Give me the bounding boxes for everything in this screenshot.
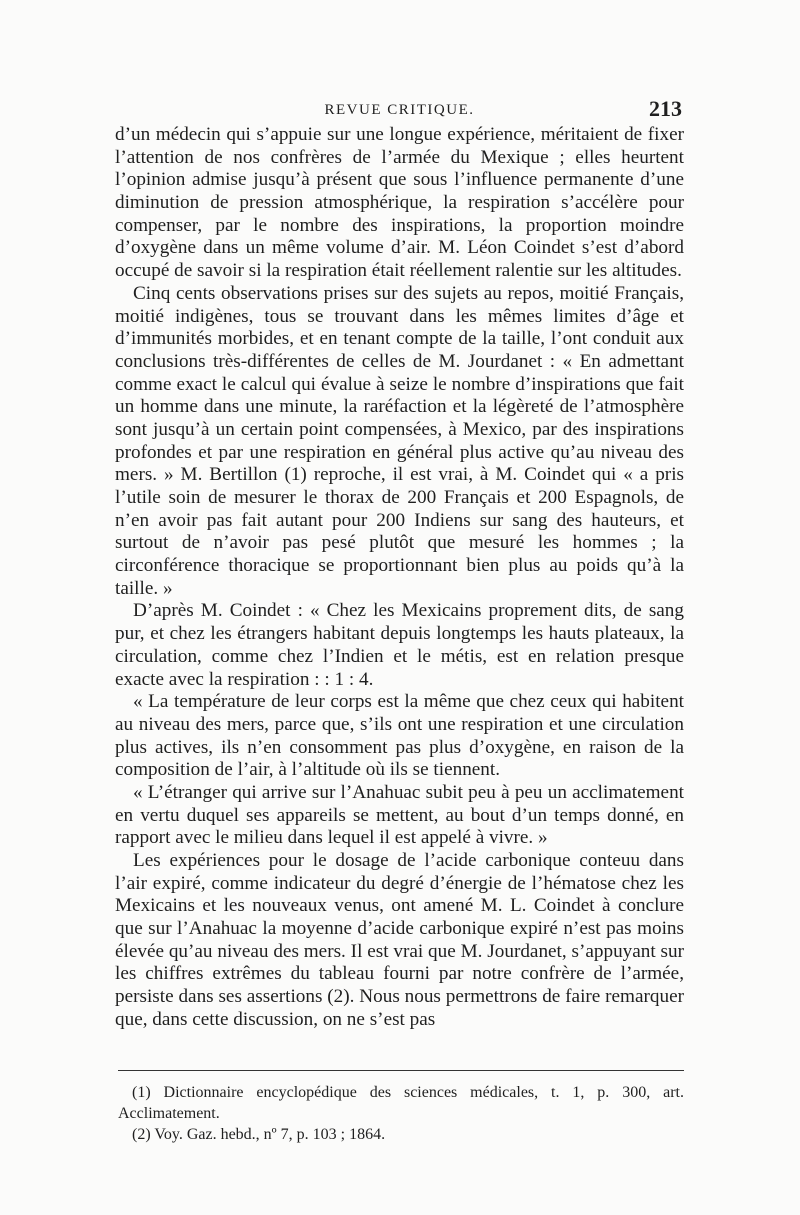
page-number: 213 — [649, 96, 682, 121]
paragraph: D’après M. Coindet : « Chez les Mexicains proprement dits, de sang pur, et chez les étrangers habitant depuis longtemps les hauts plateaux, la circulation, comme chez l’Indien et le métis, est en relation presque exacte avec la respiration : : 1 : 4. — [115, 600, 684, 690]
running-head: REVUE CRITIQUE. — [324, 102, 475, 118]
footnote-divider — [118, 1070, 684, 1071]
footnote: (1) Dictionnaire encyclopédique des sciences médicales, t. 1, p. 300, art. Acclimatement. — [118, 1084, 684, 1122]
paragraph: Cinq cents observations prises sur des sujets au repos, moitié Français, moitié indigènes, tous se trouvant dans les mêmes limites d’âge et d’immunités morbides, et en tenant compte de la taille, l’ont conduit aux conclusions très-différentes de celles de M. Jourdanet : « En admettant comme exact le calcul qui évalue à seize le nombre d’inspirations que fait un homme dans une minute, la raréfaction et la légèreté de l’atmosphère sont jusqu’à un certain point compensées, à Mexico, par des inspirations profondes et par une respiration en général plus active qu’au niveau des mers. » M. Bertillon (1) reproche, il est vrai, à M. Coindet qui « a pris l’utile soin de mesurer le thorax de 200 Français et 200 Espagnols, de n’en avoir pas fait autant pour 200 Indiens sur sang des hauteurs, et surtout de n’avoir pas pesé plutôt que mesuré les hommes ; la circonférence thoracique se proportionnant bien plus au poids qu’à la taille. » — [115, 282, 684, 599]
paragraph: d’un médecin qui s’appuie sur une longue expérience, méritaient de fixer l’attention de nos confrères de l’armée du Mexique ; elles heurtent l’opinion admise jusqu’à présent que sous l’influence permanente d’une diminution de pression atmosphérique, la respiration s’accélère pour compenser, par le nombre des inspirations, la proportion moindre d’oxygène dans un même volume d’air. M. Léon Coindet s’est d’abord occupé de savoir si la respiration était réellement ralentie sur les altitudes. — [115, 124, 684, 282]
paragraph: « La température de leur corps est la même que chez ceux qui habitent au niveau des mers, parce que, s’ils ont une respiration et une circulation plus actives, ils n’en consomment pas plus d’oxygène, en raison de la composition de l’air, à l’altitude où ils se tiennent. — [115, 691, 684, 781]
paragraph: « L’étranger qui arrive sur l’Anahuac subit peu à peu un acclimatement en vertu duquel ses appareils se mettent, au bout d’un temps donné, en rapport avec le milieu dans lequel il est appelé à vivre. » — [115, 781, 684, 849]
footnote: (2) Voy. Gaz. hebd., nº 7, p. 103 ; 1864. — [132, 1126, 386, 1143]
body-text — [115, 124, 684, 1032]
paragraph: Les expériences pour le dosage de l’acide carbonique conteuu dans l’air expiré, comme indicateur du degré d’énergie de l’hématose chez les Mexicains et les nouveaux venus, ont amené M. L. Coindet à conclure que sur l’Anahuac la moyenne d’acide carbonique expiré n’est pas moins élevée qu’au niveau des mers. Il est vrai que M. Jourdanet, s’appuyant sur les chiffres extrêmes du tableau fourni par notre confrère de l’armée, persiste dans ses assertions (2). Nous nous permettrons de faire remarquer que, dans cette discussion, on ne s’est pas — [115, 850, 684, 1030]
page-header — [115, 98, 684, 124]
footnotes — [118, 1082, 684, 1145]
